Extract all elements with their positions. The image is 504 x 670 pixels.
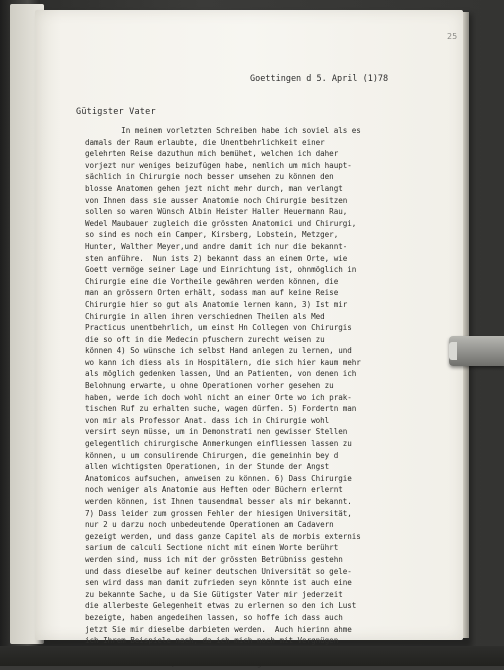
letter-line: und dass dieselbe auf keiner deutschen Universität so gele- (85, 566, 352, 576)
letter-line: man an grössern Orten erhält, sodass man auf keine Reise (85, 288, 339, 298)
bookmark-tip (449, 342, 457, 360)
letter-line: sen wird dass man damit zufrieden seyn könnte ist auch eine (85, 578, 352, 588)
page-stack-edge (463, 12, 469, 638)
letter-line: sten anführe. Nun ists 2) bekannt dass an einem Orte, wie (85, 253, 348, 263)
letter-line: vorjezt nur weniges beizufügen habe, nemlich um mich haupt- (85, 160, 352, 170)
letter-line: noch weniger als Anatomie aus Heften oder Büchern erlernt (85, 485, 343, 495)
letter-line: gelehrten Reise dazuthun mich bemühet, welchen ich daher (85, 149, 339, 159)
letter-line: allen wichtigsten Operationen, in der Stunde der Angst (85, 462, 330, 472)
letter-line: jetzt Sie mir dieselbe darbieten werden. Auch hierinn ahme (85, 624, 352, 634)
letter-line: so sind es noch ein Camper, Kirsberg, Lobstein, Metzger, (85, 230, 339, 240)
page-number: 25 (447, 32, 458, 41)
letter-line: Chirurgie eine die Vortheile gewähren werden können, die (85, 276, 339, 286)
letter-line: nur 2 u darzu noch unbedeutende Operationen am Cadavern (85, 520, 334, 530)
letter-line: gezeigt werden, und dass ganze Capitel als de morbis externis (85, 531, 361, 541)
letter-line: zu bekannte Sache, u da Sie Gütigster Vater mir jederzeit (85, 589, 343, 599)
letter-line: In meinem vorletzten Schreiben habe ich soviel als es (85, 126, 361, 135)
letter-line: blosse Anatomen gehen jezt nicht mehr durch, man verlangt (85, 183, 343, 193)
letter-line: sächlich in Chirurgie noch besser umsehen zu können den (85, 172, 334, 182)
letter-place-date: Goettingen d 5. April (1)78 (250, 74, 389, 84)
letter-line: werden sind, muss ich mit der grössten Betrübniss gestehn (85, 554, 343, 564)
letter-line: Belohnung erwarte, u ohne Operationen vorher gesehen zu (85, 381, 334, 391)
letter-line: die so oft in die Medecin pfuschern zurecht weisen zu (85, 334, 325, 344)
letter-line: 7) Dass leider zum grossen Fehler der hiesigen Universität, (85, 508, 352, 518)
letter-line: Hunter, Walther Meyer,und andre damit ich nur die bekannt- (85, 241, 348, 251)
letter-line: Wedel Maubauer zugleich die grössten Anatomici und Chirurgi, (85, 218, 357, 228)
letter-line: die allerbeste Gelegenheit etwas zu erlernen so den ich Lust (85, 601, 357, 611)
letter-line: können 4) So wünsche ich selbst Hand anlegen zu lernen, und (85, 346, 352, 356)
letter-line: sollen so waren Wünsch Albin Heister Haller Heuermann Rau, (85, 207, 348, 217)
letter-line: bezeigte, haben angedeihen lassen, so hoffe ich dass auch (85, 612, 343, 622)
letter-line: Chirurgie hier so gut als Anatomie lernen kann, 3) Ist mir (85, 299, 348, 309)
bookmark-tab (449, 336, 504, 366)
scanner-bottom-edge (0, 646, 504, 666)
letter-line: ich Ihrem Beispiele nach, da ich mich noch mit Vergnügen (85, 636, 339, 646)
letter-line: sarium de calculi Sectione nicht mit einem Worte berührt (85, 543, 339, 553)
letter-salutation: Gütigster Vater (76, 107, 156, 117)
letter-line: von mir als Professor Anat. dass ich in Chirurgie wohl (85, 415, 330, 425)
letter-line: versirt seyn müsse, um in Demonstrati nen gewisser Stellen (85, 427, 348, 437)
letter-line: wo kann ich diess als in Hospitälern, die sich hier kaum mehr (85, 357, 361, 367)
letter-line: von Ihnen dass sie ausser Anatomie noch Chirurgie besitzen (85, 195, 348, 205)
letter-line: als möglich gedenken lassen, Und an Patienten, von denen ich (85, 369, 357, 379)
letter-line: gelegentlich chirurgische Anmerkungen einfliessen lassen zu (85, 439, 352, 449)
letter-line: Goett vermöge seiner Lage und Einrichtung ist, ohnmöglich in (85, 265, 357, 275)
letter-line: können, u um consulirende Chirurgen, die gemeinhin bey d (85, 450, 339, 460)
letter-line: Practicus unentbehrlich, um einst Hn Collegen von Chirurgis (85, 323, 352, 333)
letter-line: Chirurgie in allen ihren verschiednen Theilen als Med (85, 311, 325, 321)
letter-line: Anatomicos aufsuchen, anweisen zu können. 6) Dass Chirurgie (85, 473, 352, 483)
letter-line: werden können, ist Ihnen tausendmal besser als mir bekannt. (85, 497, 352, 506)
letter-line: damals der Raum erlaubte, die Unentbehrlichkeit einer (85, 137, 325, 147)
letter-line: haben, werde ich doch wohl nicht an einer Orte wo ich prak- (85, 392, 352, 402)
letter-line: tischen Ruf zu erhalten suche, wagen dürfen. 5) Fordertn man (85, 404, 357, 414)
letter-body (85, 125, 440, 670)
